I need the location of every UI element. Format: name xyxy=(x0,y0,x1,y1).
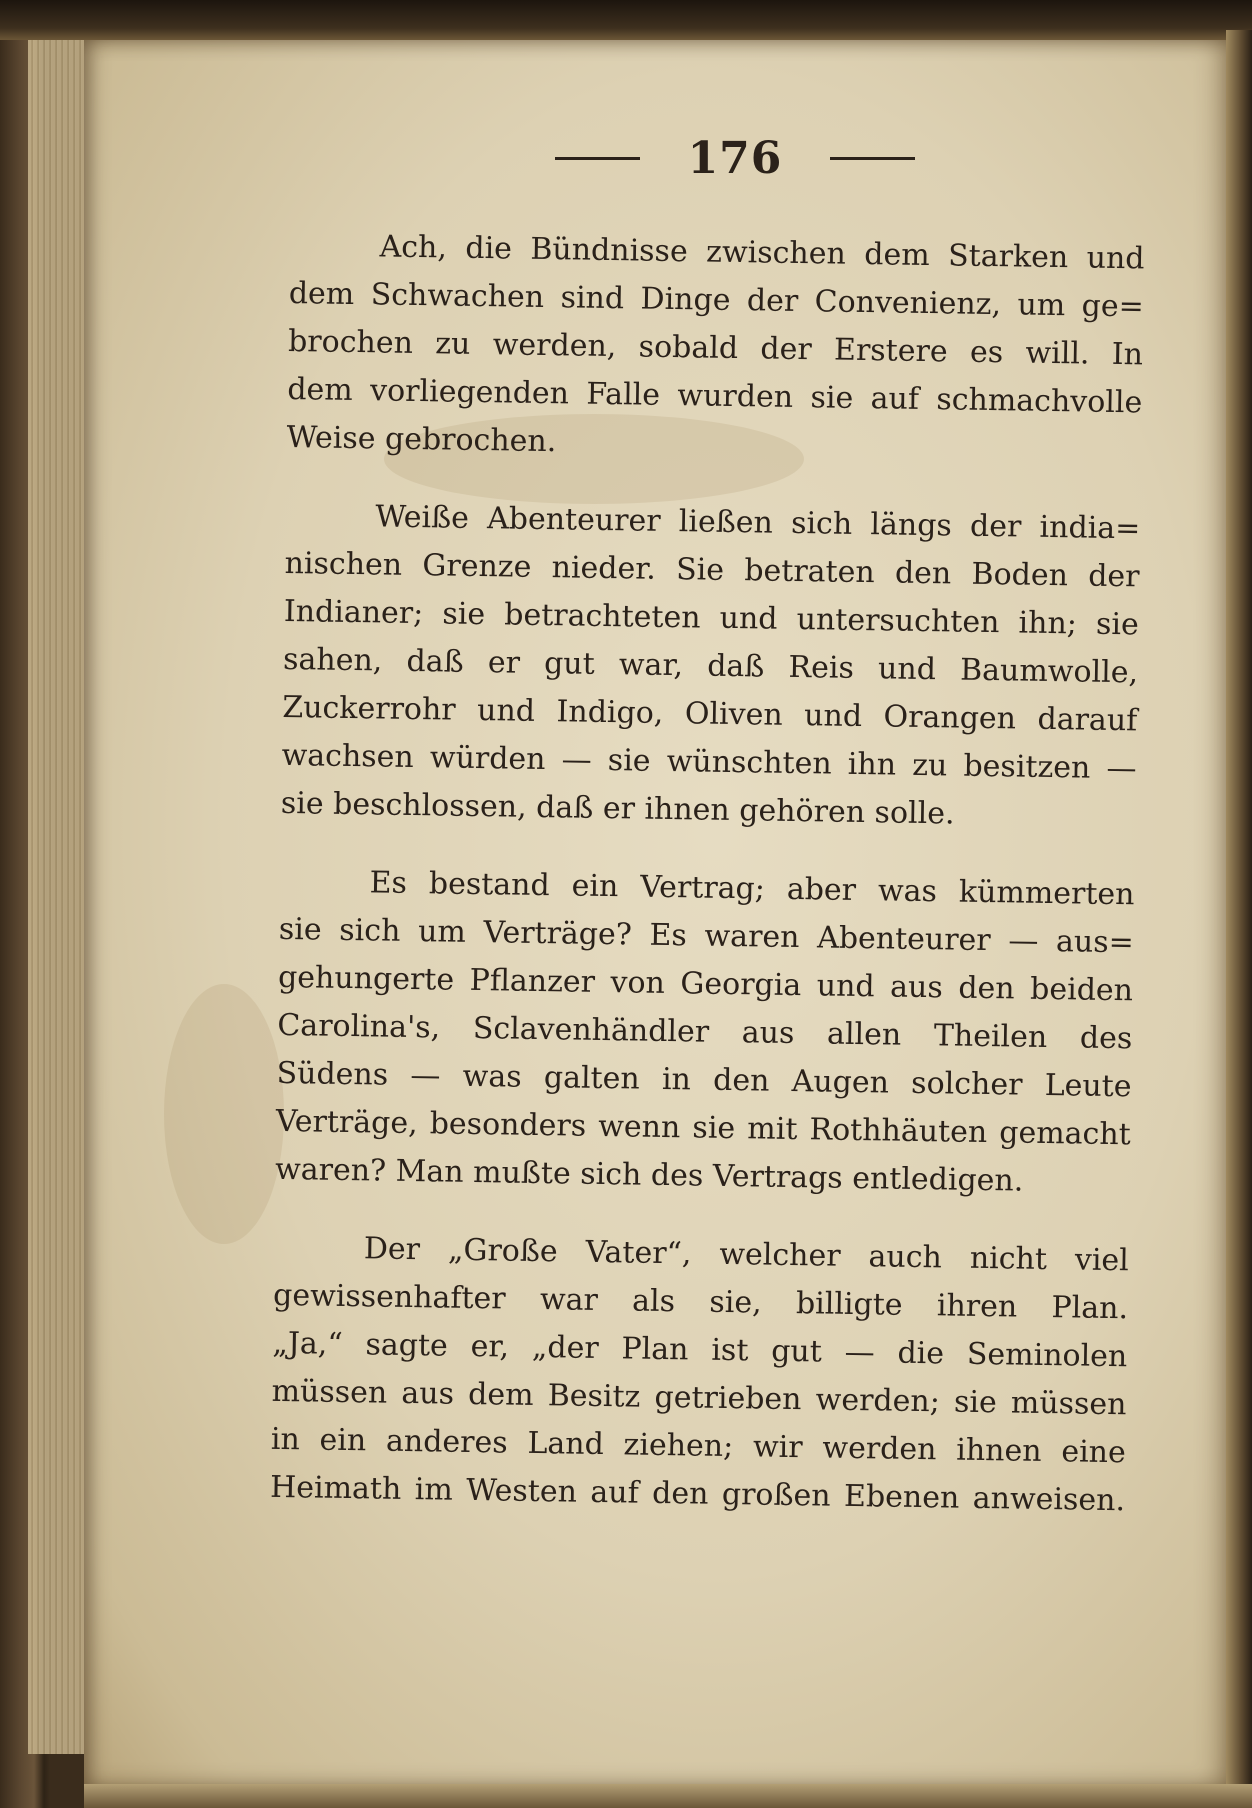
text-line: „Ja,“ sagte er, „der Plan ist gut — die Seminolen xyxy=(272,1325,1128,1375)
text-line: sie sich um Verträge? Es waren Abenteurer — aus= xyxy=(278,911,1135,961)
text-line: Carolina's, Sclavenhändler aus allen Theilen des xyxy=(277,1007,1133,1057)
header-rule-right xyxy=(830,157,915,160)
text-line: gehungerte Pflanzer von Georgia und aus den beiden xyxy=(277,959,1134,1009)
text-line: in ein anderes Land ziehen; wir werden ihnen eine xyxy=(270,1421,1127,1471)
text-line: wachsen würden — sie wünschten ihn zu besitzen — xyxy=(281,737,1137,787)
text-line: nischen Grenze nieder. Sie betraten den Boden der xyxy=(284,545,1140,595)
text-line: dem Schwachen sind Dinge der Convenienz, um ge= xyxy=(288,275,1145,325)
text-line: brochen zu werden, sobald der Erstere es will. In xyxy=(287,323,1144,373)
text-line: dem vorliegenden Falle wurden sie auf schmachvolle xyxy=(287,371,1143,421)
text-line: Der „Große Vater“, welcher auch nicht viel xyxy=(363,1231,1130,1279)
paragraph-4 xyxy=(270,1224,1129,1525)
page-number: 176 xyxy=(687,132,783,184)
text-line: gewissenhafter war als sie, billigte ihren Plan. xyxy=(272,1277,1129,1327)
paragraph-1 xyxy=(286,222,1145,475)
text-line: Weiße Abenteurer ließen sich längs der india= xyxy=(375,499,1141,547)
paper-stain xyxy=(164,984,284,1244)
text-line: Es bestand ein Vertrag; aber was kümmerten xyxy=(369,865,1135,913)
text-line: Indianer; sie betrachteten und untersuchten ihn; sie xyxy=(283,593,1140,643)
book-cover-right xyxy=(1226,30,1252,1808)
text-line: Zuckerrohr und Indigo, Oliven und Orangen darauf xyxy=(282,689,1138,739)
text-line: müssen aus dem Besitz getrieben werden; sie müssen xyxy=(271,1373,1127,1423)
page-header xyxy=(555,128,915,188)
book-cover-top xyxy=(0,0,1252,40)
text-line: waren? Man mußte sich des Vertrags entledigen. xyxy=(274,1151,1024,1199)
book-cover-bottom xyxy=(84,1784,1252,1808)
body-text xyxy=(269,222,1145,1555)
text-line: Weise gebrochen. xyxy=(286,419,557,460)
text-line: sahen, daß er gut war, daß Reis und Baumwolle, xyxy=(282,641,1139,691)
text-line: Heimath im Westen auf den großen Ebenen anweisen. xyxy=(269,1469,1126,1519)
paragraph-2 xyxy=(280,492,1140,841)
header-rule-left xyxy=(555,157,640,160)
text-line: sie beschlossen, daß er ihnen gehören solle. xyxy=(280,785,955,832)
text-line: Südens — was galten in den Augen solcher Leute xyxy=(276,1055,1132,1105)
text-line: Verträge, besonders wenn sie mit Rothhäuten gemacht xyxy=(275,1103,1132,1153)
text-line: Ach, die Bündnisse zwischen dem Starken und xyxy=(379,229,1145,277)
paragraph-3 xyxy=(275,858,1135,1207)
